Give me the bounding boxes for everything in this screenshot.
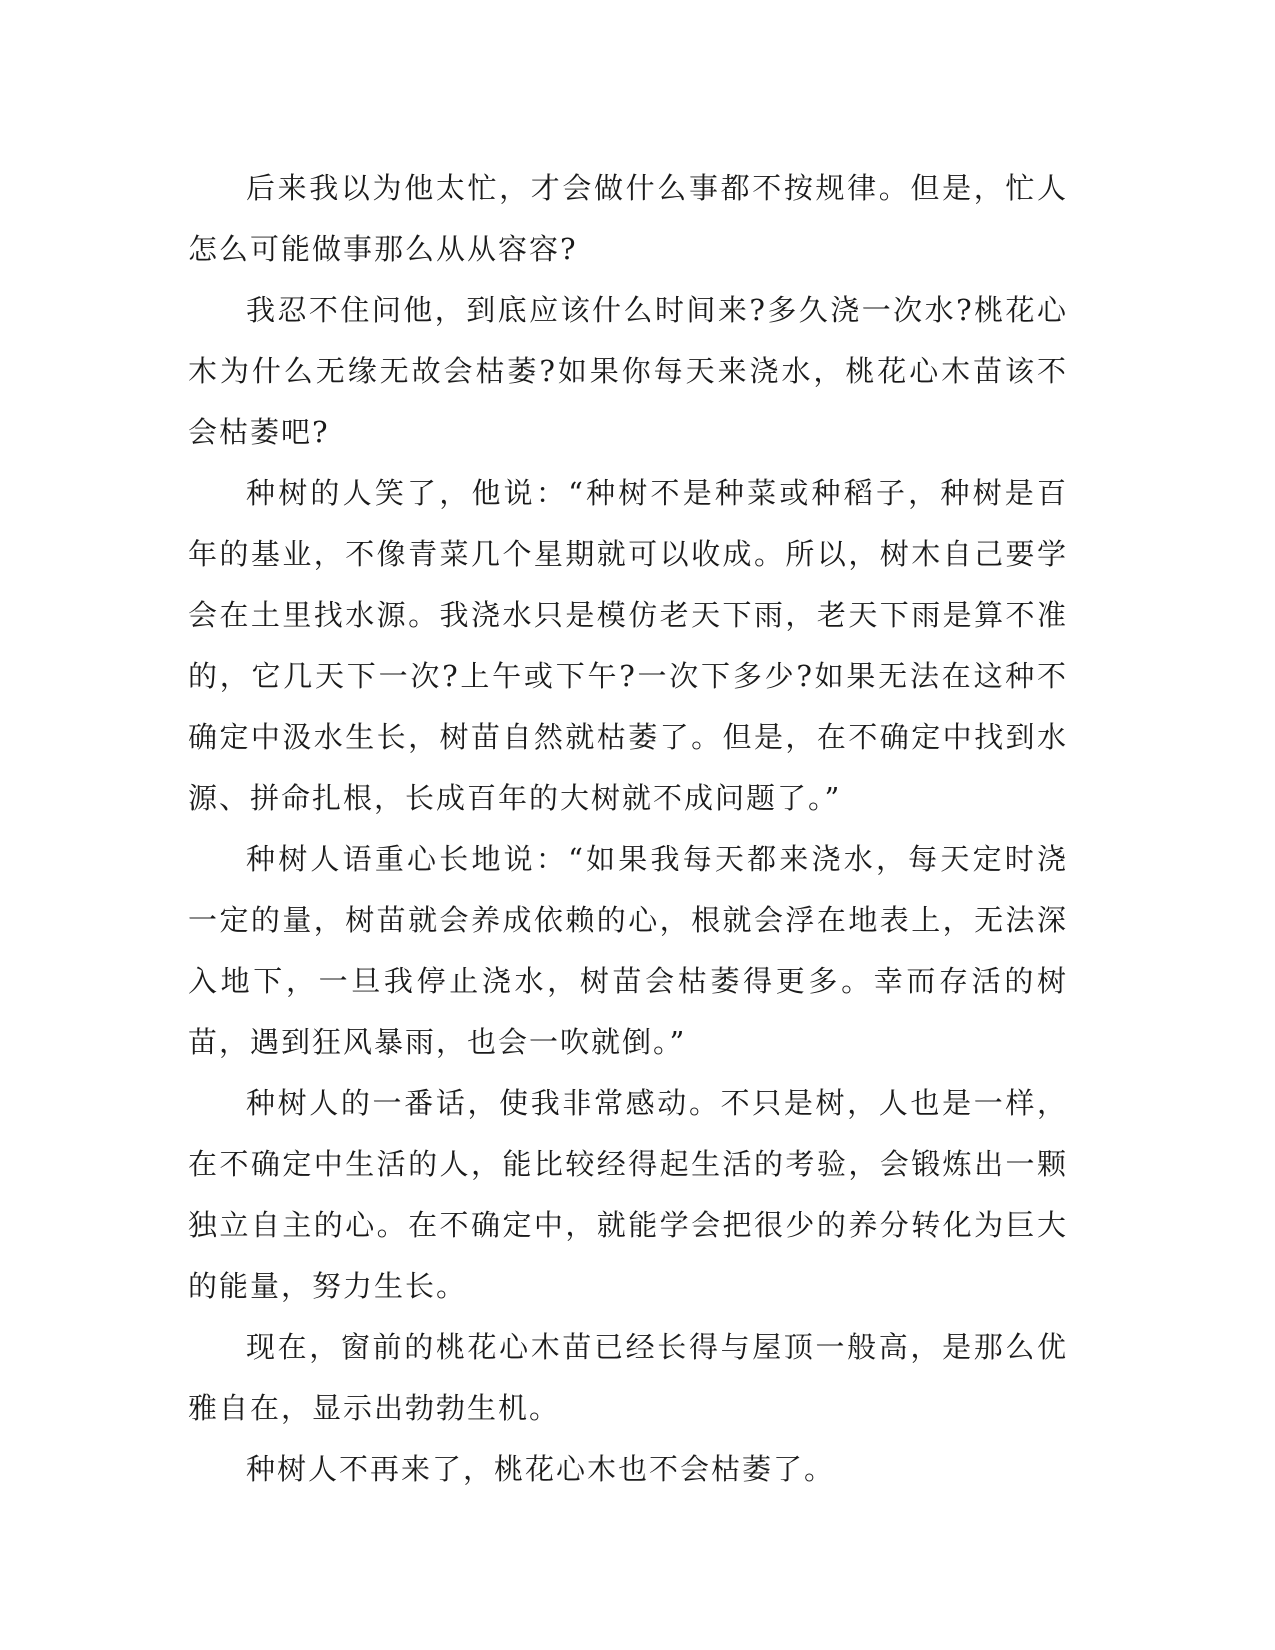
article-body xyxy=(188,158,1068,1500)
paragraph-7: 种树人不再来了，桃花心木也不会枯萎了。 xyxy=(246,1452,836,1486)
paragraph-5: 种树人的一番话，使我非常感动。不只是树，人也是一样，在不确定中生活的人，能比较经得起生活的考验，会锻炼出一颗独立自主的心。在不确定中，就能学会把很少的养分转化为巨大的能量，努力生长。 xyxy=(188,1086,1068,1303)
paragraph-2: 我忍不住问他，到底应该什么时间来?多久浇一次水?桃花心木为什么无缘无故会枯萎?如果你每天来浇水，桃花心木苗该不会枯萎吧? xyxy=(188,293,1068,449)
paragraph-6: 现在，窗前的桃花心木苗已经长得与屋顶一般高，是那么优雅自在，显示出勃勃生机。 xyxy=(188,1330,1068,1425)
paragraph-1: 后来我以为他太忙，才会做什么事都不按规律。但是，忙人怎么可能做事那么从从容容? xyxy=(188,171,1068,266)
paragraph-3: 种树的人笑了，他说：“种树不是种菜或种稻子，种树是百年的基业，不像青菜几个星期就可以收成。所以，树木自己要学会在土里找水源。我浇水只是模仿老天下雨，老天下雨是算不准的，它几天下一次?上午或下午?一次下多少?如果无法在这种不确定中汲水生长，树苗自然就枯萎了。但是，在不确定中找到水源、拼命扎根，长成百年的大树就不成问题了。” xyxy=(188,476,1068,815)
paragraph-4: 种树人语重心长地说：“如果我每天都来浇水，每天定时浇一定的量，树苗就会养成依赖的心，根就会浮在地表上，无法深入地下，一旦我停止浇水，树苗会枯萎得更多。幸而存活的树苗，遇到狂风暴雨，也会一吹就倒。” xyxy=(188,842,1068,1059)
